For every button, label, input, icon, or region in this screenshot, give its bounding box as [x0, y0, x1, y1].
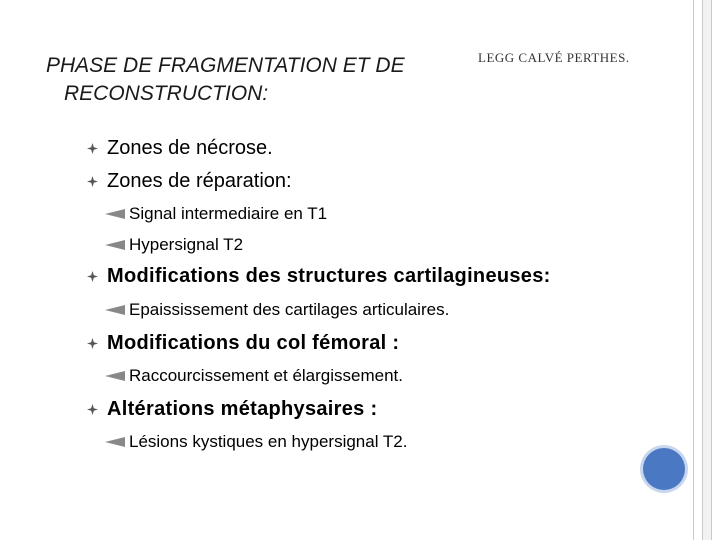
- bullet-star-icon: [87, 271, 98, 282]
- bullet-text: Zones de nécrose.: [107, 137, 273, 159]
- slide-header: LEGG CALVÉ PERTHES.: [478, 50, 630, 65]
- decorative-band: [703, 0, 711, 540]
- decorative-line: [711, 0, 712, 540]
- bullet-text: Modifications du col fémoral :: [107, 332, 400, 354]
- bullet-text: Altérations métaphysaires :: [107, 398, 378, 420]
- bullet-text: Epaississement des cartilages articulaires.: [129, 300, 450, 319]
- sub-bullet-item: [105, 432, 407, 452]
- bullet-star-icon: [87, 143, 98, 154]
- bullet-arrow-icon: [105, 371, 125, 381]
- bullet-arrow-icon: [105, 240, 125, 250]
- bullet-star-icon: [87, 404, 98, 415]
- bullet-star-icon: [87, 176, 98, 187]
- decorative-line: [693, 0, 694, 540]
- bullet-text: Modifications des structures cartilagineuses:: [107, 265, 551, 287]
- bullet-item: [87, 332, 399, 355]
- bullet-item: [87, 170, 292, 193]
- bullet-text: Zones de réparation:: [107, 170, 292, 192]
- bullet-item: [87, 265, 551, 288]
- sub-bullet-item: [105, 300, 449, 320]
- bullet-text: Hypersignal T2: [129, 235, 244, 254]
- slide-title: [46, 52, 476, 108]
- title-line-2: RECONSTRUCTION:: [64, 82, 269, 105]
- bullet-star-icon: [87, 338, 98, 349]
- bullet-text: Lésions kystiques en hypersignal T2.: [129, 432, 408, 451]
- bullet-item: [87, 137, 273, 160]
- bullet-arrow-icon: [105, 305, 125, 315]
- bullet-text: Raccourcissement et élargissement.: [129, 366, 404, 385]
- bullet-item: [87, 398, 377, 421]
- bullet-text: Signal intermediaire en T1: [129, 204, 328, 223]
- bullet-arrow-icon: [105, 437, 125, 447]
- decorative-line: [702, 0, 703, 540]
- bullet-arrow-icon: [105, 209, 125, 219]
- sub-bullet-item: [105, 204, 327, 224]
- sub-bullet-item: [105, 366, 403, 386]
- decorative-circle: [643, 448, 685, 490]
- sub-bullet-item: [105, 235, 243, 255]
- title-line-1: PHASE DE FRAGMENTATION ET DE: [46, 54, 405, 77]
